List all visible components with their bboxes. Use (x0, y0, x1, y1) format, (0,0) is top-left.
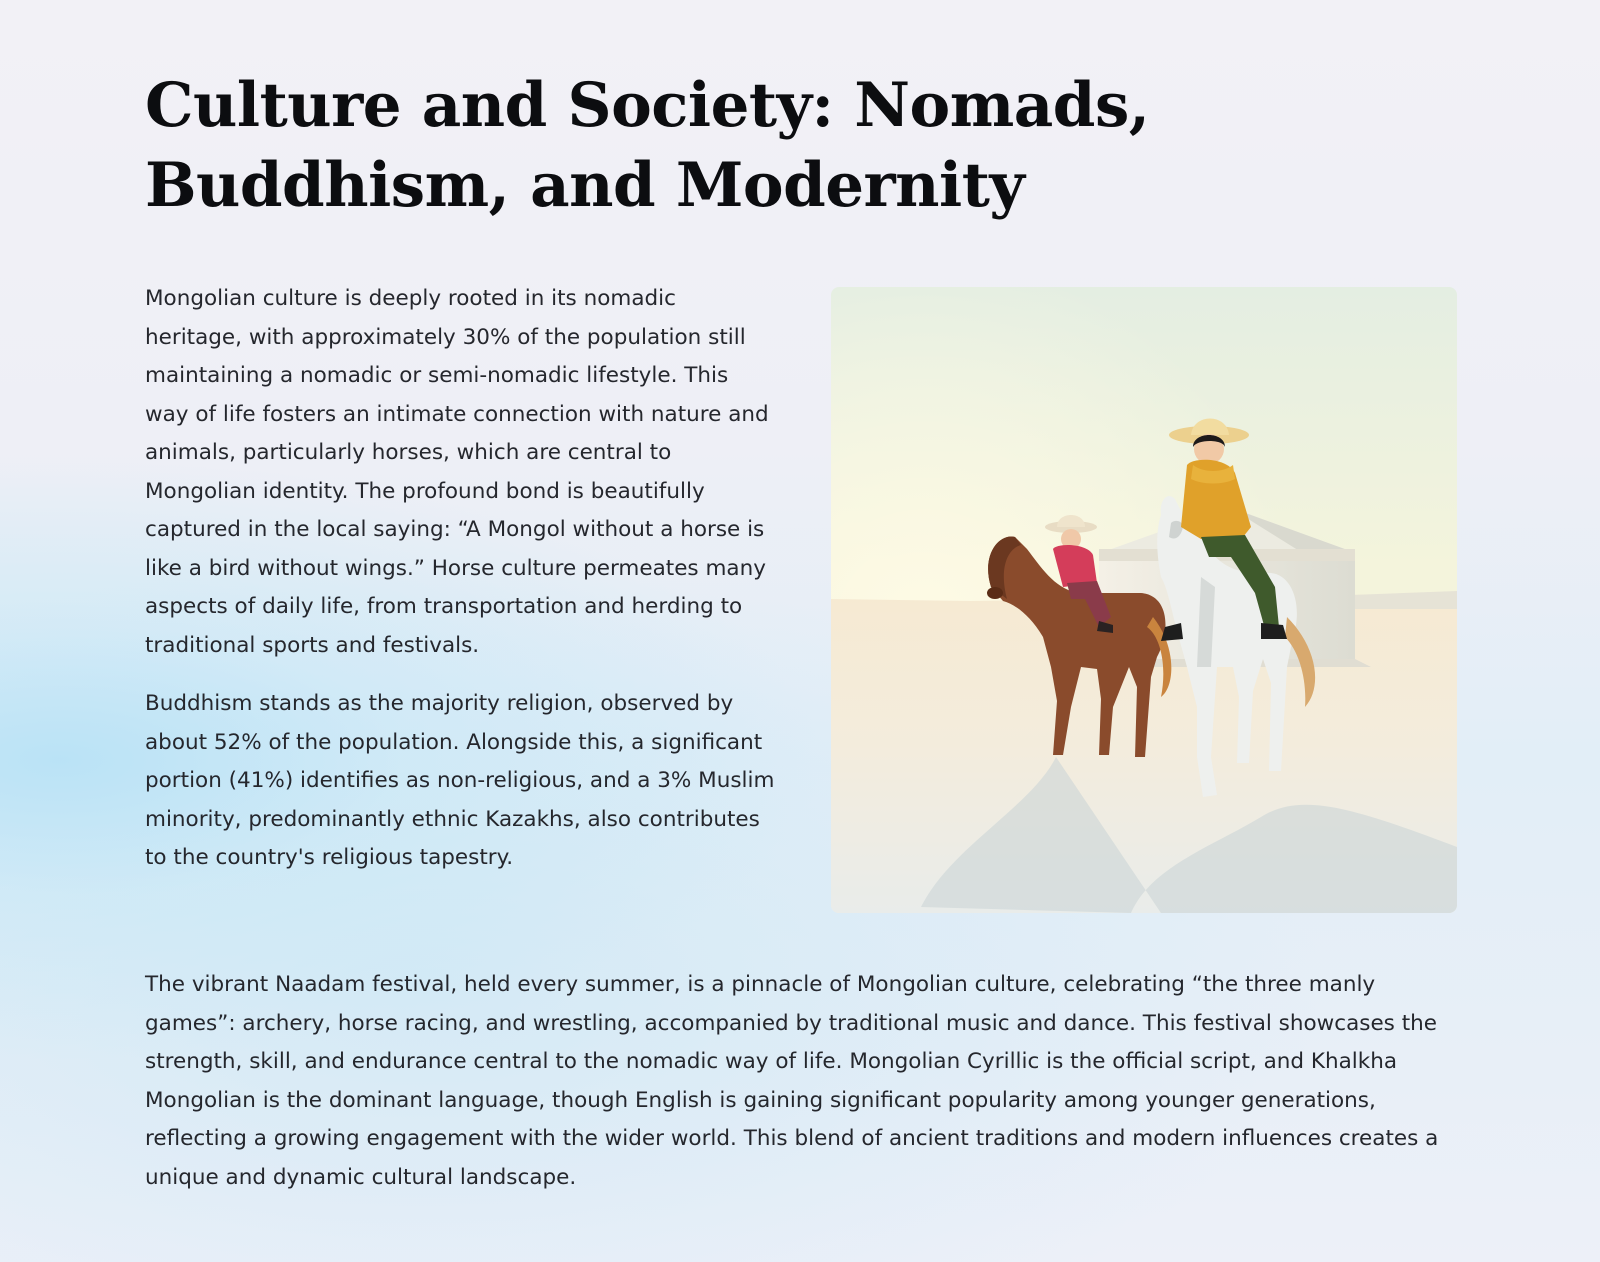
paragraph-naadam-festival: The vibrant Naadam festival, held every summer, is a pinnacle of Mongolian culture, celebrating “the three manly games”: archery, horse racing, and wrestling, accompanied by traditional music and dance. This festival showcases the strength, skill, and endurance central to the nomadic way of life. Mongolian Cyrillic is the official script, and Khalkha Mongolian is the dominant language, though English is gaining significant popularity among younger generations, reflecting a growing engagement with the wider world. This blend of ancient traditions and modern influences creates a unique and dynamic cultural landscape. (145, 972, 1439, 1190)
illustration-horse-riders (831, 287, 1457, 913)
left-column (145, 280, 775, 878)
horse-riders-illustration-svg (831, 287, 1457, 913)
paragraph-religion: Buddhism stands as the majority religion, observed by about 52% of the population. Alongside this, a significant portion (41%) identifies as non-religious, and a 3% Muslim minority, predominantly ethnic Kazakhs, also contributes to the country's religious tapestry. (145, 691, 775, 870)
page-title: Culture and Society: Nomads, Buddhism, and Modernity (145, 70, 1150, 221)
paragraph-nomadic-heritage: Mongolian culture is deeply rooted in its nomadic heritage, with approximately 30% of the population still maintaining a nomadic or semi-nomadic lifestyle. This way of life fosters an intimate connection with nature and animals, particularly horses, which are central to Mongolian identity. The profound bond is beautifully captured in the local saying: “A Mongol without a horse is like a bird without wings.” Horse culture permeates many aspects of daily life, from transportation and herding to traditional sports and festivals. (145, 286, 769, 658)
